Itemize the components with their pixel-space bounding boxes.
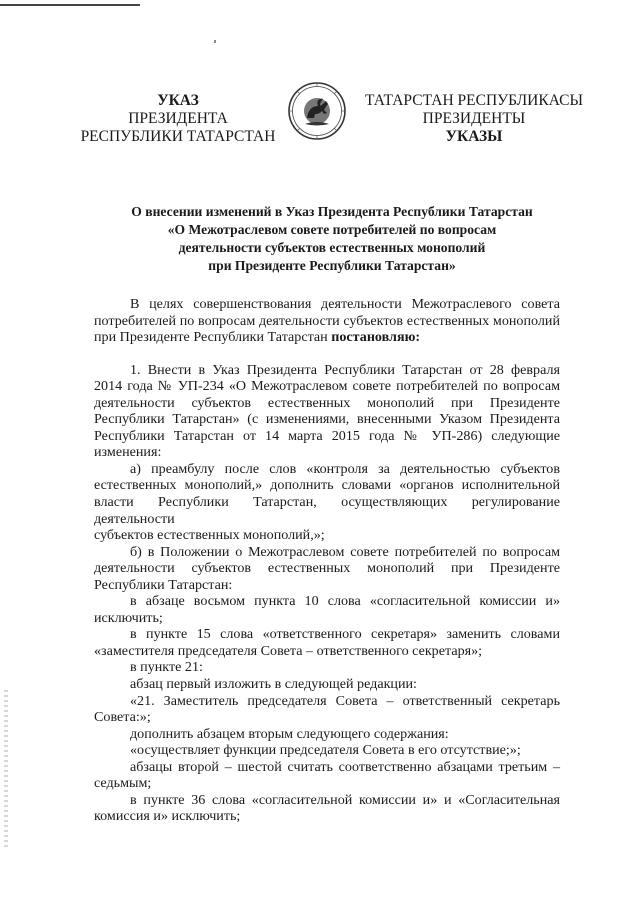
header-right-line1: ТАТАРСТАН РЕСПУБЛИКАСЫ <box>365 92 583 109</box>
body-line: субъектов естественных монополий,»; <box>94 527 325 544</box>
header-right-line2: ПРЕЗИДЕНТЫ <box>422 110 526 127</box>
body-line: комиссия и» исключить; <box>94 808 241 825</box>
body-line: Совета:»; <box>94 709 151 726</box>
body-line: дополнить абзацем вторым следующего содержания: <box>130 725 449 742</box>
decree-keyword: постановляю: <box>331 329 421 346</box>
header-left <box>78 92 278 146</box>
body-line: в пункте 15 слова «ответственного секретаря» заменить словами <box>130 626 560 643</box>
body-line: седьмым; <box>94 775 152 792</box>
title-line: «О Межотраслевом совете потребителей по вопросам <box>167 222 497 237</box>
preamble-line: В целях совершенствования деятельности Межотраслевого совета <box>130 296 560 312</box>
body-line: в пункте 36 слова «согласительной комиссии и» и «Согласительная <box>130 791 560 808</box>
body-line: деятельности субъектов естественных монополий при Президенте <box>94 394 560 411</box>
scan-edge-artifact <box>4 690 8 850</box>
body-line: абзацы второй – шестой считать соответственно абзацами третьим – <box>130 758 560 775</box>
body-line: изменения: <box>94 444 162 461</box>
body-line: абзац первый изложить в следующей редакции: <box>130 676 417 693</box>
body-line: «заместителя председателя Совета – ответственного секретаря»; <box>94 642 483 659</box>
body-line: деятельности субъектов естественных монополий при Президенте <box>94 560 560 577</box>
body-line: а) преамбулу после слов «контроля за деятельностью субъектов <box>130 460 560 477</box>
body-line: б) в Положении о Межотраслевом совете потребителей по вопросам <box>130 543 560 560</box>
document-title <box>90 203 574 275</box>
body-line: Республики Татарстан от 14 марта 2015 года № УП-286) следующие <box>94 427 560 444</box>
title-line: деятельности субъектов естественных монополий <box>178 240 486 255</box>
preamble-line <box>94 329 560 346</box>
scan-speck <box>214 40 216 43</box>
preamble-line: потребителей по вопросам деятельности субъектов естественных монополий <box>94 312 560 329</box>
body-line: власти Республики Татарстан, осуществляющих регулирование деятельности <box>94 494 560 527</box>
header-right-line3: УКАЗЫ <box>445 128 503 145</box>
body-line: естественных монополий,» дополнить словами «органов исполнительной <box>94 477 560 494</box>
header-left-line3: РЕСПУБЛИКИ ТАТАРСТАН <box>80 128 276 145</box>
body-line: в абзаце восьмом пункта 10 слова «согласительной комиссии и» <box>130 593 560 610</box>
preamble-text: при Президенте Республики Татарстан <box>94 329 332 346</box>
paragraph-gap <box>94 346 560 362</box>
body-line: «осуществляет функции председателя Совета в его отсутствие;»; <box>130 742 521 759</box>
body-line: Республики Татарстан» (с изменениями, внесенными Указом Президента <box>94 411 560 428</box>
title-line: при Президенте Республики Татарстан» <box>208 258 456 273</box>
coat-of-arms-icon <box>287 80 347 142</box>
body-line: исключить; <box>94 609 163 626</box>
body-line: Республики Татарстан: <box>94 576 233 593</box>
header-right <box>358 92 590 146</box>
body-line: в пункте 21: <box>130 659 203 676</box>
top-rule <box>0 4 140 6</box>
header-left-line1: УКАЗ <box>157 92 199 109</box>
header-left-line2: ПРЕЗИДЕНТА <box>128 110 228 127</box>
title-line: О внесении изменений в Указ Президента Республики Татарстан <box>131 204 533 219</box>
body-line: 2014 года № УП-234 «О Межотраслевом совете потребителей по вопросам <box>94 378 560 395</box>
body-line: «21. Заместитель председателя Совета – ответственный секретарь <box>130 692 560 709</box>
document-body <box>94 296 560 825</box>
body-line: 1. Внести в Указ Президента Республики Татарстан от 28 февраля <box>130 361 560 378</box>
